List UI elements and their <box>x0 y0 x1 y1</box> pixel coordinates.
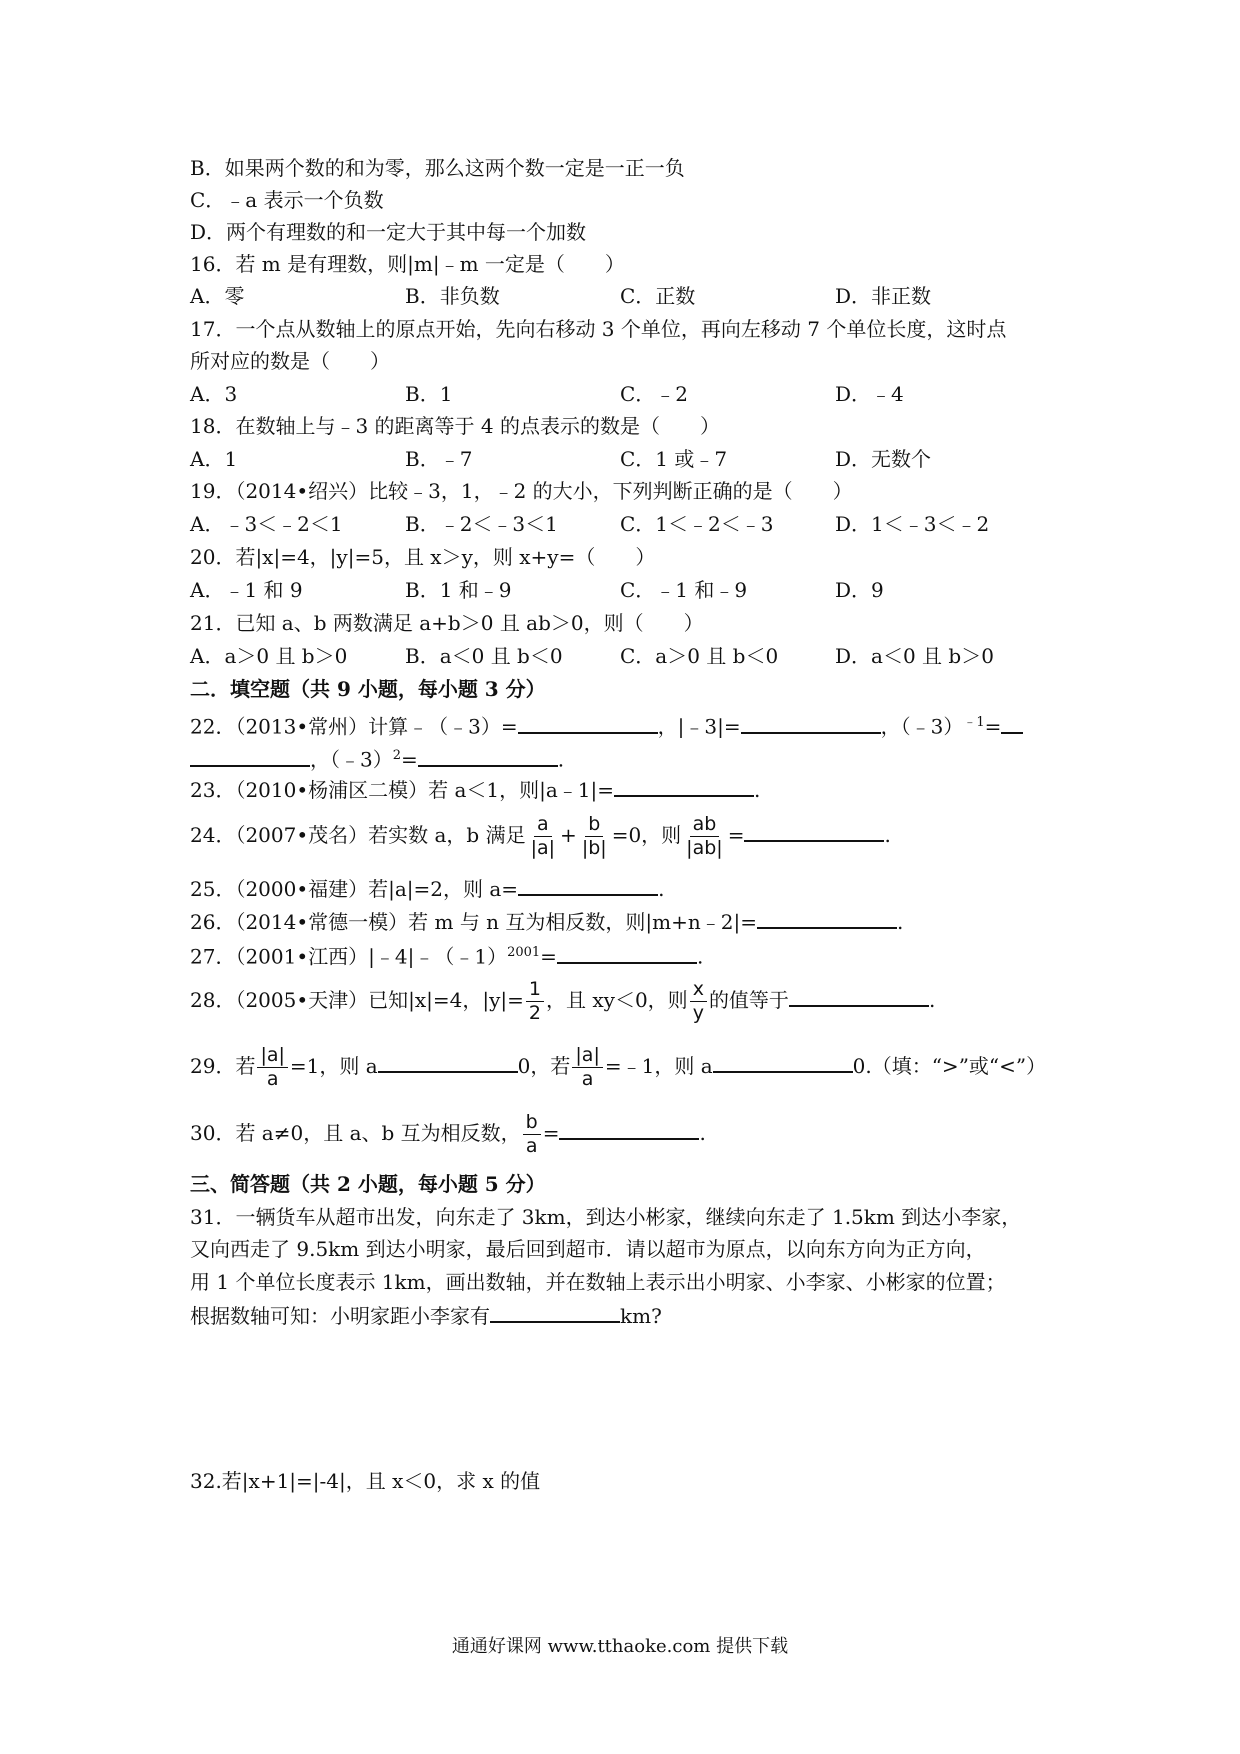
q23-line <box>190 777 760 802</box>
q23-text1: 23．（2010•杨浦区二模）若 a＜1，则|a﹣1|= <box>190 778 615 802</box>
q20-stem: 20．若|x|=4，|y|=5，且 x＞y，则 x+y=（ ） <box>190 545 656 569</box>
q22-text6: = <box>401 747 418 772</box>
q25-line <box>190 876 664 901</box>
q30-frac-denominator: a <box>525 1135 538 1157</box>
q31-line3: 用 1 个单位长度表示 1km，画出数轴，并在数轴上表示出小明家、小李家、小彬家的位置； <box>190 1270 1006 1294</box>
q24-fraction-b <box>579 815 610 858</box>
q26-text2: . <box>896 910 904 934</box>
q29-text5: 0.（填：“>”或“<”） <box>852 1054 1047 1078</box>
q27-line <box>190 941 703 969</box>
q17-option-b: B．1 <box>405 382 453 406</box>
q27-blank[interactable] <box>557 944 697 964</box>
q29-line <box>190 1041 1046 1091</box>
q24-text4: . <box>884 823 891 847</box>
q24-line <box>190 810 891 860</box>
q17-stem-line2: 所对应的数是（ ） <box>190 349 390 373</box>
q32-line: 32.若|x+1|=|-4|，且 x＜0，求 x 的值 <box>190 1469 541 1493</box>
q19-option-a: A．﹣3＜﹣2＜1 <box>190 512 343 536</box>
q28-text3: 的值等于 <box>708 988 789 1012</box>
q24-frac-b-numerator: b <box>585 815 603 837</box>
q29-text4: =﹣1，则 a <box>604 1054 713 1078</box>
q19-stem: 19．（2014•绍兴）比较﹣3，1，﹣2 的大小，下列判断正确的是（ ） <box>190 479 853 503</box>
q28-text1: 28．（2005•天津）已知|x|=4，|y|= <box>190 988 524 1012</box>
q24-frac-ab-denominator: |ab| <box>686 837 723 859</box>
q18-option-a: A．1 <box>190 447 238 471</box>
q15-option-d: D．两个有理数的和一定大于其中每一个加数 <box>190 220 587 244</box>
q25-text1: 25．（2000•福建）若|a|=2，则 a= <box>190 877 519 901</box>
q24-text1: 24．（2007•茂名）若实数 a，b 满足 <box>190 823 526 847</box>
q29-blank-1[interactable] <box>378 1053 518 1073</box>
q28-frac-half-numerator: 1 <box>526 980 544 1002</box>
q17-stem-line1: 17．一个点从数轴上的原点开始，先向右移动 3 个单位，再向左移动 7 个单位长度，这时点 <box>190 317 1007 341</box>
q29-frac-2-denominator: a <box>581 1068 594 1090</box>
q26-blank[interactable] <box>757 909 897 929</box>
q31-line1: 31．一辆货车从超市出发，向东走了 3km，到达小彬家，继续向东走了 1.5km 到达小李家， <box>190 1205 1022 1229</box>
q30-text1: 30．若 a≠0，且 a、b 互为相反数， <box>190 1121 521 1145</box>
q24-frac-ab-numerator: ab <box>690 815 720 837</box>
q16-stem: 16．若 m 是有理数，则|m|﹣m 一定是（ ） <box>190 252 625 276</box>
q18-option-d: D．无数个 <box>835 447 932 471</box>
section-short-answer-heading: 三、简答题（共 2 小题，每小题 5 分） <box>190 1172 546 1196</box>
q29-text2: =1，则 a <box>289 1054 378 1078</box>
q18-option-b: B．﹣7 <box>405 447 473 471</box>
q26-line <box>190 909 903 934</box>
q21-option-a: A．a＞0 且 b＞0 <box>190 644 348 668</box>
q17-option-d: D．﹣4 <box>835 382 904 406</box>
q25-text2: . <box>658 877 665 901</box>
q22-line2 <box>190 744 564 772</box>
q23-blank[interactable] <box>614 777 754 797</box>
q21-option-c: C．a＞0 且 b＜0 <box>620 644 779 668</box>
q24-plus: + <box>560 823 577 847</box>
q29-fraction-2 <box>572 1046 602 1089</box>
q26-text1: 26．（2014•常德一模）若 m 与 n 互为相反数，则|m+n﹣2|= <box>190 910 757 934</box>
q24-text3: = <box>727 823 745 847</box>
q20-option-d: D．9 <box>835 578 884 602</box>
q28-fraction-xy <box>690 980 707 1023</box>
q19-option-b: B．﹣2＜﹣3＜1 <box>405 512 558 536</box>
q22-exponent-1: ﹣1 <box>963 715 985 730</box>
q28-frac-half-denominator: 2 <box>528 1002 542 1024</box>
q18-option-c: C．1 或﹣7 <box>620 447 728 471</box>
q29-blank-2[interactable] <box>713 1053 853 1073</box>
q28-frac-xy-numerator: x <box>690 980 707 1002</box>
q21-option-b: B．a＜0 且 b＜0 <box>405 644 563 668</box>
q27-exponent: 2001 <box>507 945 541 960</box>
q31-line4 <box>190 1303 662 1328</box>
q28-fraction-half <box>526 980 544 1023</box>
q30-text3: . <box>699 1121 706 1145</box>
q15-option-c: C．﹣a 表示一个负数 <box>190 188 384 212</box>
q22-text4: = <box>984 714 1002 739</box>
q24-text2: =0，则 <box>611 823 682 847</box>
q31-blank[interactable] <box>490 1303 620 1323</box>
q22-blank-3-end[interactable] <box>190 747 310 767</box>
q27-text2: = <box>540 944 557 969</box>
q22-line1 <box>190 711 1023 739</box>
q16-option-d: D．非正数 <box>835 284 932 308</box>
q29-text3: 0，若 <box>517 1054 571 1078</box>
q30-blank[interactable] <box>559 1120 699 1140</box>
q29-text1: 29．若 <box>190 1054 256 1078</box>
q22-exponent-2: 2 <box>392 748 402 763</box>
section-fill-in-heading: 二．填空题（共 9 小题，每小题 3 分） <box>190 677 546 701</box>
q29-fraction-1 <box>257 1046 287 1089</box>
q16-option-b: B．非负数 <box>405 284 500 308</box>
q27-text1: 27．（2001•江西）|﹣4|﹣（﹣1） <box>190 944 508 969</box>
q22-text2: ，|﹣3|= <box>657 714 741 739</box>
q22-blank-4[interactable] <box>418 747 558 767</box>
q30-line <box>190 1108 706 1158</box>
q29-frac-1-numerator: |a| <box>257 1046 287 1068</box>
q24-blank[interactable] <box>744 822 884 842</box>
q30-fraction <box>523 1113 541 1156</box>
q16-option-c: C．正数 <box>620 284 696 308</box>
q20-option-a: A．﹣1 和 9 <box>190 578 303 602</box>
q31-text4a: 根据数轴可知：小明家距小李家有 <box>190 1304 490 1328</box>
q22-text5: ，（﹣3） <box>310 747 393 772</box>
q21-stem: 21．已知 a、b 两数满足 a+b＞0 且 ab＞0，则（ ） <box>190 611 704 635</box>
q24-fraction-ab <box>683 815 726 858</box>
q30-frac-numerator: b <box>523 1113 541 1135</box>
q20-option-b: B．1 和﹣9 <box>405 578 512 602</box>
q17-option-a: A．3 <box>190 382 238 406</box>
q22-blank-3-start[interactable] <box>1001 714 1023 734</box>
q19-option-c: C．1＜﹣2＜﹣3 <box>620 512 774 536</box>
q28-text2: ，且 xy＜0，则 <box>546 988 688 1012</box>
q29-frac-2-numerator: |a| <box>572 1046 602 1068</box>
q24-frac-a-denominator: |a| <box>530 837 556 859</box>
q19-option-d: D．1＜﹣3＜﹣2 <box>835 512 990 536</box>
q29-frac-1-denominator: a <box>266 1068 279 1090</box>
q28-frac-xy-denominator: y <box>692 1002 704 1024</box>
q20-option-c: C．﹣1 和﹣9 <box>620 578 748 602</box>
q21-option-d: D．a＜0 且 b＞0 <box>835 644 994 668</box>
q22-blank-2[interactable] <box>741 714 881 734</box>
q16-option-a: A．零 <box>190 284 245 308</box>
q31-text4b: km? <box>620 1304 662 1328</box>
q22-text3: ，（﹣3） <box>880 714 964 739</box>
q25-blank[interactable] <box>518 876 658 896</box>
q18-stem: 18．在数轴上与﹣3 的距离等于 4 的点表示的数是（ ） <box>190 414 720 438</box>
q17-option-c: C．﹣2 <box>620 382 689 406</box>
q24-frac-b-denominator: |b| <box>581 837 607 859</box>
q28-text4: . <box>928 988 936 1012</box>
q27-text3: . <box>696 944 704 969</box>
q22-text1: 22．（2013•常州）计算﹣（﹣3）= <box>190 714 518 739</box>
q28-line <box>190 975 935 1025</box>
q22-text7: . <box>557 747 565 772</box>
q28-blank[interactable] <box>789 987 929 1007</box>
q22-blank-1[interactable] <box>518 714 658 734</box>
q24-fraction-a <box>528 815 558 858</box>
q24-frac-a-numerator: a <box>534 815 552 837</box>
q15-option-b: B．如果两个数的和为零，那么这两个数一定是一正一负 <box>190 156 685 180</box>
q30-text2: = <box>542 1121 560 1145</box>
page-footer: 通通好课网 www.tthaoke.com 提供下载 <box>451 1636 789 1657</box>
q23-text2: . <box>754 778 761 802</box>
q31-line2: 又向西走了 9.5km 到达小明家，最后回到超市．请以超市为原点，以向东方向为正方向， <box>190 1237 986 1261</box>
